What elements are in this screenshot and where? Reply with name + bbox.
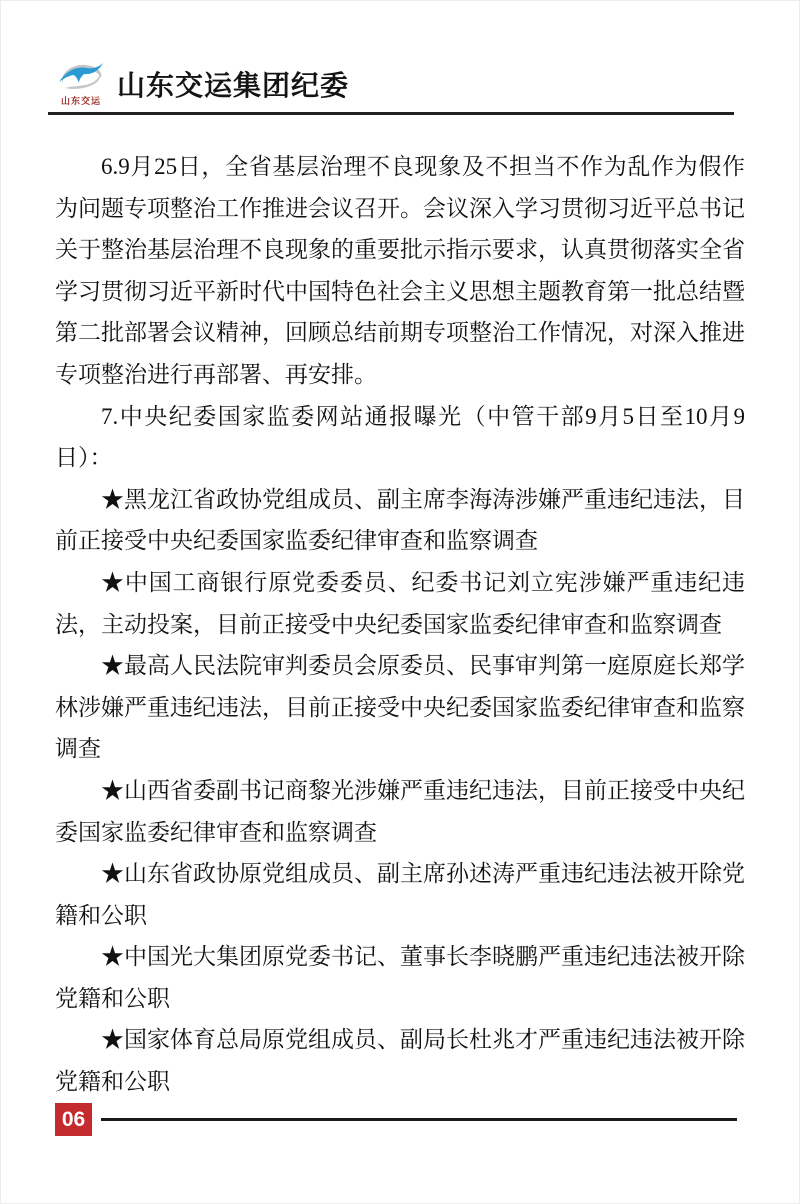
page-header — [55, 56, 745, 108]
bullet-case-7: ★国家体育总局原党组成员、副局长杜兆才严重违纪违法被开除党籍和公职 — [55, 1027, 745, 1095]
bullet-case-3: ★最高人民法院审判委员会原委员、民事审判第一庭原庭长郑学林涉嫌严重违纪违法，目前正接受中央纪委国家监委纪律审查和监察调查 — [55, 653, 745, 762]
logo-text: 山东交运 — [60, 96, 101, 106]
bullet-case-4: ★山西省委副书记商黎光涉嫌严重违纪违法，目前正接受中央纪委国家监委纪律审查和监察调查 — [55, 777, 745, 845]
header-divider — [48, 112, 734, 115]
page-footer — [55, 1103, 745, 1137]
company-logo — [55, 58, 107, 108]
bullet-case-5: ★山东省政协原党组成员、副主席孙述涛严重违纪违法被开除党籍和公职 — [55, 861, 745, 928]
bullet-case-2: ★中国工商银行原党委委员、纪委书记刘立宪涉嫌严重违纪违法，主动投案，目前正接受中央纪委国家监委纪律审查和监察调查 — [55, 569, 745, 637]
page-number-badge: 06 — [55, 1103, 92, 1136]
paragraph-item-6: 6.9月25日，全省基层治理不良现象及不担当不作为乱作为假作为问题专项整治工作推进会议召开。会议深入学习贯彻习近平总书记关于整治基层治理不良现象的重要批示指示要求，认真贯彻落实全省学习贯彻习近平新时代中国特色社会主义思想主题教育第一批总结暨第二批部署会议精神，回顾总结前期专项整治工作情况，对深入推进专项整治进行再部署、再安排。 — [55, 154, 745, 387]
bullet-case-6: ★中国光大集团原党委书记、董事长李晓鹏严重违纪违法被开除党籍和公职 — [55, 944, 745, 1011]
page-title: 山东交运集团纪委 — [117, 70, 350, 101]
bullet-case-1: ★黑龙江省政协党组成员、副主席李海涛涉嫌严重违纪违法，目前正接受中央纪委国家监委纪律审查和监察调查 — [55, 486, 745, 554]
bird-logo-icon — [57, 58, 105, 96]
footer-divider — [101, 1118, 737, 1121]
paragraph-item-7: 7.中央纪委国家监委网站通报曝光（中管干部9月5日至10月9日）： — [55, 403, 746, 471]
document-body — [55, 146, 745, 1103]
